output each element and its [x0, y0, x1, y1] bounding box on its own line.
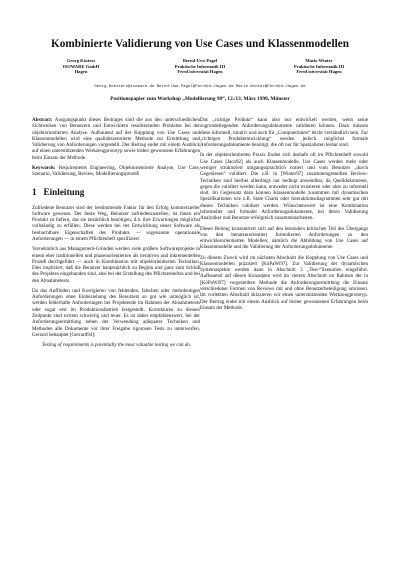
paragraph: In der objektorientierten Praxis finden sich deshalb oft im Pflichtenheft sowohl Use Cases [Jaco92] als auch Klassenmodelle. Use Cases werden mehr oder weniger strukturiert umgangssprachlich notiert und vom Benutzer „durch Gegenlesen“ validiert. Die z.B. in [Winter97] zusammengestellten Review-Techniken sind hierbei allerdings nur bedingt anwendbar, da Quelldokumente, gegen die validiert werden kann, entweder nicht existieren oder aber zu informell sind. Im Gegensatz dazu können Klassenmodelle zusammen mit dynamischen Spezifikationen wie z.B. State Charts oder Interaktionsdiagrammen sehr gut mit diesen Techniken validiert werden. Wünschenswert ist eine Kombination informeller und formaler Anforderungsdokumente, bei deren Validierung Analytiker und Benutzer erfolgreich zusammenarbeiten.	[200, 152, 368, 222]
paragraph: Da das Auffinden und Korrigieren von fehlenden, falschen oder mehrdeutigen Anforderungen ohne Einbeziehung des Benutzers so gut wie unmöglich ist, werden fehlerhafte Anforderungen bei Projektende im Rahmen der Abnahmetests oder sogar erst im Produktionsbetrieb festgestellt. Korrekturen zu diesem Zeitpunkt sind extrem schwierig und teuer. Es ist daher empfehlenswert, bei der Anforderungsermittlung neben der Verwendung adäquater Techniken und Methoden alle Dokumente vor ihrer Freigabe rigorosen Tests zu unterwerfen. Gerrard behauptet [Gerrard94]:	[32, 287, 200, 338]
author-3	[260, 58, 378, 75]
author-affiliation: FernUniversität Hagen	[296, 69, 342, 75]
right-column	[200, 117, 368, 315]
quote: Testing of requirements is potentially the most valuable testing we can do.	[42, 342, 192, 349]
author-affiliation: Hagen	[74, 69, 88, 75]
paragraph: Dieser Beitrag konzentriert sich auf den besonders kritischen Teil des Übergangs von den benutzerorientiert formulierten Anforderungen zu den entwicklerorientierten Modellen; nämlich die Abbildung von Use Cases auf Klassenmodelle und die Validierung der Anforderungsdokumente.	[200, 225, 368, 251]
author-block	[22, 58, 378, 75]
author-affiliation: Praktische Informatik III	[293, 63, 345, 69]
author-name: Georg Kösters	[66, 58, 96, 63]
abstract-label: Abstract:	[32, 117, 53, 123]
keywords-text: Requirements Engineering, Objektorientierte Analyse, Use Case, Szenario, Validierung, Review, Modellierungsprozeß	[32, 164, 200, 178]
author-name: Bernd-Uwe Pagel	[182, 58, 218, 63]
abstract-text: Ausgangspunkt dieses Beitrages sind die aus den unterschiedlichen Sichtweisen von Benutzern und Entwicklern resultierenden Probleme bei der objektorientierten Analyse. Aufbauend auf der Kopplung von Use Cases und Klassenmodellen wird eine qualitätszentrierte Methode zur Ermittlung und Validierung von Anforderungen vorgestellt. Der Beitrag endet mit einem Ausblick auf einen unterstützenden Werkzeugprototyp sowie bisher gewonnene Erfahrungen beim Einsatz der Methode.	[32, 117, 200, 161]
author-name: Mario Winter	[305, 58, 333, 63]
author-affiliation: FernUniversität Hagen	[177, 69, 223, 75]
section-number: 1	[32, 186, 37, 197]
abstract	[32, 117, 200, 161]
keywords-label: Keywords:	[32, 164, 56, 171]
paper-title: Kombinierte Validierung von Use Cases und Klassenmodellen	[50, 38, 350, 50]
author-2	[141, 58, 259, 75]
author-affiliation: Praktische Informatik III	[174, 63, 226, 69]
paragraph: Vornehmlich aus Management-Gründen werden viele größere Softwareprojekte in einem eher traditionellen und phasenorientierten als iterativen und inkrementellen Prozeß durchgeführt — auch in Kombination mit objektorientierten Techniken. Dies impliziert, daß die Benutzer hauptsächlich zu Beginn und ganz zum Schluß des Projektes eingebunden sind, also bei der Erstellung des Pflichtenheftes und bei den Abnahmetests.	[32, 246, 200, 284]
author-1	[22, 58, 140, 75]
keywords	[32, 165, 200, 178]
paragraph: Zu diesem Zweck wird im nächsten Abschnitt die Kopplung von Use Cases und Klassenmodellen präzisiert [KöPaWi97]. Zur Validierung der dynamischen Systemaspekte werden dann in Abschnitt 3 „Test-“Szenarien eingeführt. Aufbauend auf diesen Konzepten wird im vierten Abschnitt im Rahmen der in [KöPaWi97] vorgestellten Methode die Anforderungsermittlung die Einsatz verschiedener Formen von Reviews mit und ohne Benutzerbeteiligung umrissen. Im vorletzten Abschnitt skizzieren wir einen unterstützenden Werkzeugprototyp. Der Beitrag endet mit einem Ausblick auf bisher gewonnenen Erfahrungen beim Einsatz der Methode.	[200, 254, 368, 311]
paragraph: Zufriedene Benutzer sind der bestimmende Faktor für den Erfolg kommerzieller Software gewesen. Der beste Weg, Benutzer zufriedenzustellen, ist ihnen ein Produkt zu liefern, das sie tatsächlich benötigen, d.h. ihre Erwartungen möglichst vollständig zu erfüllen. Diese werden bei der Entwicklung neuer Software als beobachtbare Eigenschaften des Produkts — sogenannte operationale Anforderungen — in einem Pflichtenheft spezifiziert.	[32, 204, 200, 242]
author-emails: Georg.Koesters@isoware.de Bernd-Uwe.Pagel@FernUni-Hagen.de Mario.Winter@FernUni-Hagen.de	[94, 85, 306, 89]
section-title: Einleitung	[43, 186, 85, 197]
section-heading	[32, 187, 200, 198]
left-column	[32, 117, 200, 348]
author-affiliation: ISOWARE GmbH	[62, 63, 100, 69]
paragraph: Das „richtige Produkt“ kann also nur entwickelt werden, wenn seine zugrundeliegenden Anforderungsdokumente validieren können. Dazu müssen diese informell, intuitiv und auch für „Computerlaien“ leicht verständlich sein. Zur „richtigen Produktentwicklung“ werden jedoch möglichst formale Anforderungsdokumente benötigt, die oft nur für Spezialisten lesbar sind.	[200, 117, 368, 149]
position-paper-line: Positionspapier zum Workshop „Modellierung 98“, 12./13. März 1998, Münster	[110, 96, 290, 102]
